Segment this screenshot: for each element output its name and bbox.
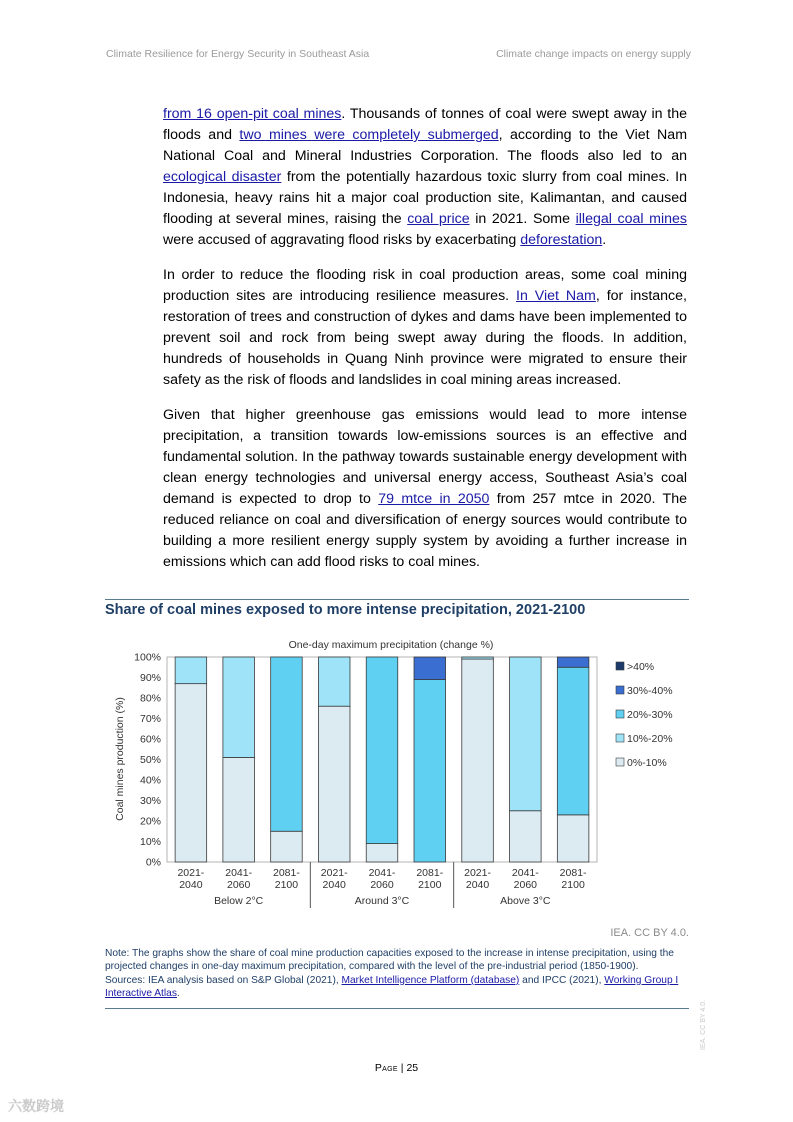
paragraph-1-text-2: , according to the Viet Nam National Coal and Mineral Industries Corporation. The floods also led to an	[163, 127, 688, 164]
figure-top-rule	[105, 599, 689, 600]
sources-end: .	[176, 988, 180, 1000]
y-tick-label: 0%	[145, 856, 161, 869]
link-market-intelligence[interactable]: Market Intelligence Platform (database)	[341, 974, 520, 986]
page-label: Page	[374, 1062, 398, 1074]
x-tick-label: 2100	[418, 879, 442, 891]
group-label: Below 2°C	[214, 895, 264, 907]
link-coal-price[interactable]: coal price	[407, 211, 470, 227]
y-tick-label: 80%	[139, 692, 161, 705]
x-tick-label: 2041-	[225, 867, 253, 879]
page-number	[0, 1062, 793, 1074]
x-tick-label: 2021-	[320, 867, 348, 879]
y-tick-label: 30%	[139, 795, 161, 807]
sources-text	[105, 974, 689, 1001]
group-label: Around 3°C	[354, 895, 410, 907]
group-label: Above 3°C	[500, 895, 551, 907]
x-tick-label: 2081-	[273, 867, 300, 879]
bar-segment	[366, 844, 398, 862]
bar-segment	[557, 657, 589, 667]
legend-swatch	[616, 710, 624, 718]
x-tick-label: 2060	[226, 879, 251, 891]
paragraph-1-text-3: from the potentially hazardous toxic slurry from coal mines. In Indonesia, heavy rains hit a major coal production site, Kalimantan, and caused flooding at several mines, raising the	[163, 169, 687, 227]
legend-label: 30%-40%	[627, 685, 673, 697]
link-deforestation[interactable]: deforestation	[520, 232, 603, 248]
sources-middle: and IPCC (2021),	[519, 974, 605, 986]
x-tick-label: 2060	[370, 879, 394, 891]
watermark: 六数跨境	[8, 1098, 64, 1114]
page-number-value: | 25	[400, 1062, 419, 1074]
paragraph-1-text-4: in 2021. Some	[469, 211, 576, 227]
legend-label: 0%-10%	[627, 757, 667, 769]
x-tick-label: 2021-	[177, 867, 205, 879]
y-axis-label: Coal mines production (%)	[114, 697, 126, 821]
figure-bottom-rule	[105, 1008, 689, 1009]
bar-segment	[510, 811, 542, 862]
bar-segment	[223, 657, 255, 757]
paragraph-3-text-2: from 257 mtce in 2020. The reduced reliance on coal and diversification of energy sources would contribute to building a more resilient energy supply system by avoiding a further increase in emissions which can add flood risks to coal mines.	[163, 491, 687, 570]
paragraph-3	[163, 405, 687, 573]
bar-segment	[462, 659, 494, 862]
bar-segment	[462, 657, 494, 659]
bar-segment	[414, 657, 446, 680]
paragraph-1-text-1: . Thousands of tonnes of coal were swept away in the floods and	[163, 106, 687, 143]
figure-credit: IEA. CC BY 4.0.	[610, 927, 689, 939]
x-tick-label: 2041-	[511, 867, 539, 879]
y-tick-label: 70%	[139, 713, 161, 725]
vertical-license: IEA. CC BY 4.0.	[700, 999, 707, 1050]
link-mines-submerged[interactable]: two mines were completely submerged	[239, 127, 499, 143]
figure-note	[105, 947, 689, 1001]
legend-label: 10%-20%	[627, 733, 673, 745]
x-tick-label: 2100	[561, 879, 585, 891]
bar-segment	[175, 684, 207, 862]
y-tick-label: 90%	[139, 672, 161, 684]
legend-swatch	[616, 662, 624, 670]
bar-segment	[271, 831, 303, 862]
paragraph-2-text-1: In order to reduce the flooding risk in coal production areas, some coal mining production sites are introducing resilience measures.	[163, 267, 687, 304]
x-tick-label: 2040	[465, 879, 490, 891]
y-tick-label: 50%	[139, 754, 161, 766]
link-ecological-disaster[interactable]: ecological disaster	[163, 169, 282, 185]
stacked-bar-chart	[105, 628, 689, 918]
paragraph-1	[163, 104, 687, 251]
link-open-pit-coal-mines[interactable]: from 16 open-pit coal mines	[163, 106, 342, 122]
x-tick-label: 2081-	[416, 867, 444, 879]
x-tick-label: 2100	[274, 879, 299, 891]
y-tick-label: 10%	[139, 836, 161, 848]
running-header-left: Climate Resilience for Energy Security in Southeast Asia	[106, 48, 370, 60]
y-tick-label: 100%	[134, 651, 161, 664]
bar-segment	[175, 657, 207, 684]
x-tick-label: 2081-	[559, 867, 587, 879]
figure-title: Share of coal mines exposed to more intense precipitation, 2021-2100	[105, 602, 586, 618]
bar-segment	[557, 815, 589, 862]
plot-area	[134, 652, 672, 909]
paragraph-1-text-6: .	[602, 232, 607, 248]
legend-swatch	[616, 734, 624, 742]
legend-label: 20%-30%	[627, 709, 673, 721]
x-tick-label: 2041-	[368, 867, 396, 879]
x-tick-label: 2040	[322, 879, 346, 891]
y-tick-label: 60%	[139, 733, 161, 746]
bar-segment	[366, 657, 398, 844]
bar-segment	[318, 657, 350, 706]
sources-prefix: Sources: IEA analysis based on S&P Global (2021),	[105, 974, 342, 986]
x-tick-label: 2040	[179, 879, 203, 891]
note-text: Note: The graphs show the share of coal mine production capacities exposed to the increase in intense precipitation, using the projected changes in one-day maximum precipitation, compared with the level of the pre-industrial period (1850-1900).	[105, 948, 674, 973]
bar-segment	[414, 680, 446, 862]
body-text	[163, 104, 687, 587]
link-in-viet-nam[interactable]: In Viet Nam	[516, 288, 596, 304]
paragraph-1-text-5: were accused of aggravating flood risks by exacerbating	[163, 232, 521, 248]
bar-segment	[223, 757, 255, 862]
link-working-group-atlas[interactable]: Working Group I Interactive Atlas	[105, 974, 679, 1000]
bar-segment	[318, 706, 350, 862]
paragraph-2-text-2: , for instance, restoration of trees and construction of dykes and dams have been implemented to prevent soil and rock from being swept away during the floods. In addition, hundreds of households in Quang Ninh province were migrated to ensure their safety as the risk of floods and landslides in coal mining areas increased.	[163, 288, 687, 388]
paragraph-2	[163, 265, 687, 391]
legend-swatch	[616, 686, 624, 694]
chart-title: One-day maximum precipitation (change %)	[288, 639, 494, 651]
x-tick-label: 2021-	[464, 867, 491, 879]
bar-segment	[557, 667, 589, 815]
legend-swatch	[616, 758, 624, 766]
link-illegal-coal-mines[interactable]: illegal coal mines	[575, 211, 687, 227]
x-tick-label: 2060	[513, 879, 538, 891]
y-tick-label: 40%	[139, 774, 161, 787]
running-header-right: Climate change impacts on energy supply	[496, 48, 691, 60]
link-79-mtce[interactable]: 79 mtce in 2050	[378, 491, 490, 507]
bar-segment	[271, 657, 303, 831]
y-tick-label: 20%	[139, 815, 161, 828]
bar-segment	[510, 657, 542, 811]
paragraph-3-text-1: Given that higher greenhouse gas emissions would lead to more intense precipitation, a transition towards low-emissions sources is an effective and fundamental solution. In the pathway towards sustainable energy development with clean energy technologies and universal energy access, Southeast Asia’s coal demand is expected to drop to	[163, 407, 687, 507]
legend-label: >40%	[627, 661, 655, 673]
